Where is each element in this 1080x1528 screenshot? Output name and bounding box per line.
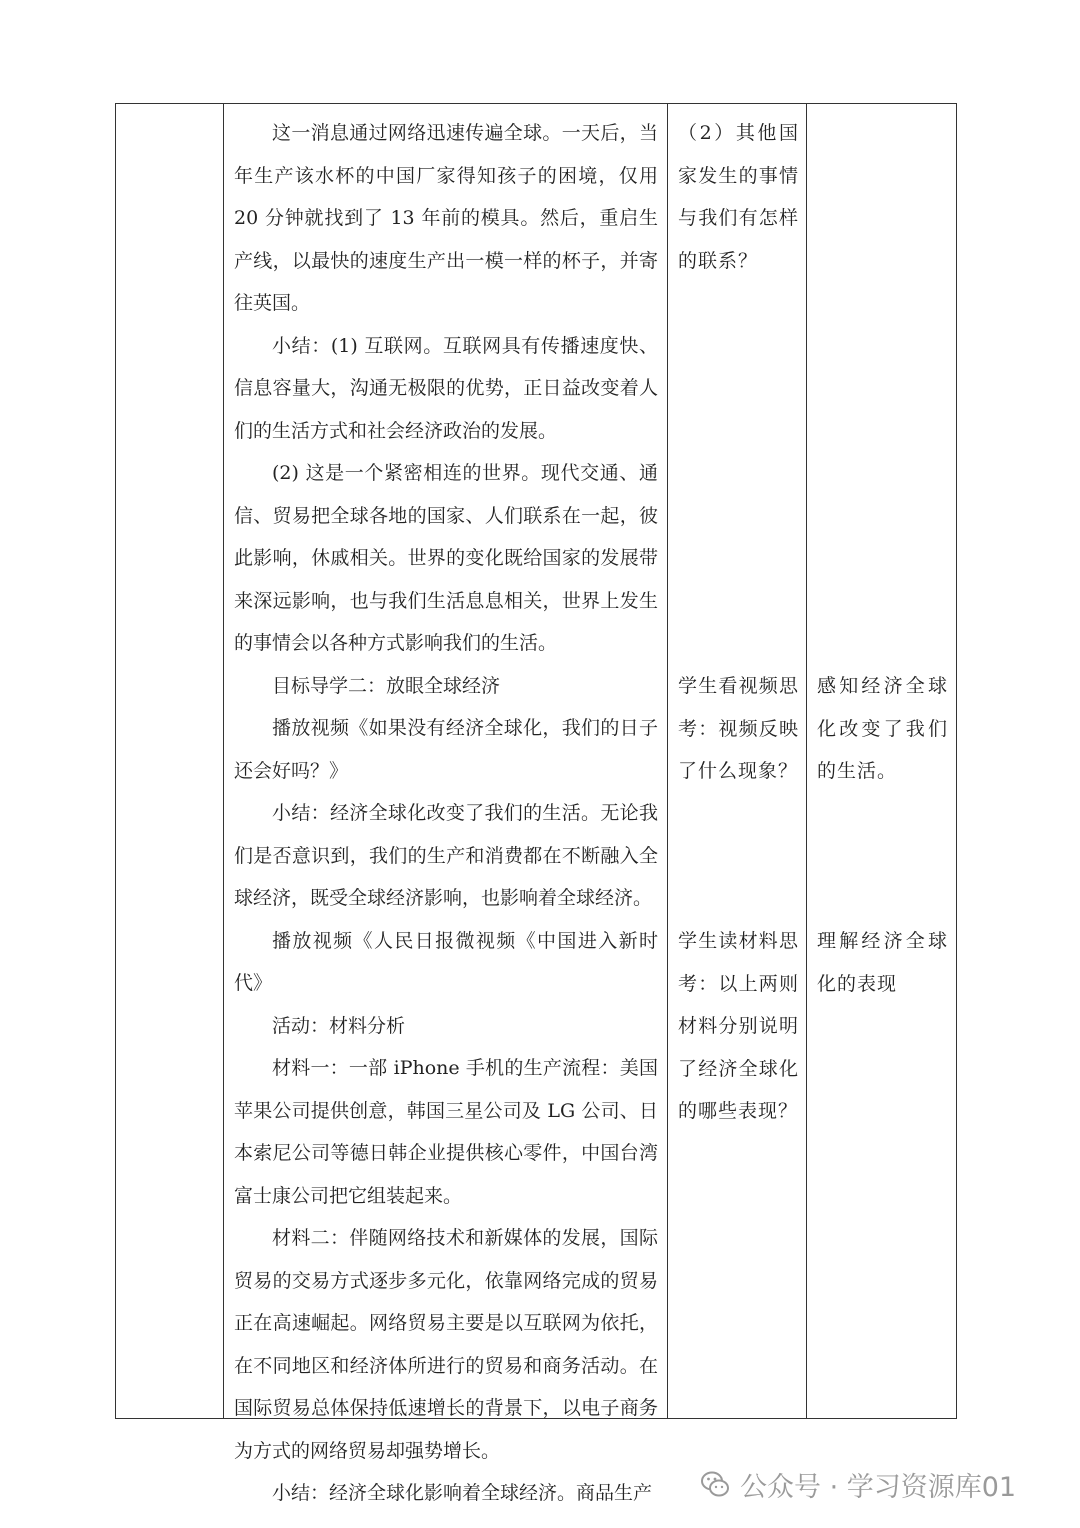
paragraph-video-two: 播放视频《人民日报微视频《中国进入新时代》 bbox=[234, 929, 658, 994]
activity-watch-video: 学生看视频思考：视频反映了什么现象？ bbox=[678, 675, 799, 782]
design-intent-column bbox=[807, 104, 956, 995]
paragraph-activity: 活动：材料分析 bbox=[272, 1014, 406, 1037]
column-divider bbox=[806, 104, 807, 1418]
paragraph-video-one: 播放视频《如果没有经济全球化，我们的日子还会好吗？》 bbox=[234, 717, 658, 782]
activity-read-materials: 学生读材料思考：以上两则材料分别说明了经济全球化的哪些表现？ bbox=[678, 930, 799, 1122]
wechat-icon bbox=[700, 1469, 730, 1499]
intent-perceive-globalization: 感知经济全球化改变了我们的生活。 bbox=[817, 675, 948, 782]
paragraph-connected-world: (2) 这是一个紧密相连的世界。现代交通、通信、贸易把全球各地的国家、人们联系在一起，彼此影响，休戚相关。世界的变化既给国家的发展带来深远影响，也与我们生活息息相关，世界上发生的事情会以各种方式影响我们的生活。 bbox=[234, 462, 658, 654]
paragraph-material-one: 材料一：一部 iPhone 手机的生产流程：美国苹果公司提供创意，韩国三星公司及 LG 公司、日本索尼公司等德日韩企业提供核心零件，中国台湾富士康公司把它组装起来。 bbox=[234, 1057, 658, 1207]
paragraph-summary-economy: 小结：经济全球化影响着全球经济。商品生产 bbox=[272, 1482, 653, 1504]
paragraph-summary-internet: 小结：(1) 互联网。互联网具有传播速度快、信息容量大，沟通无极限的优势，正日益改变着人们的生活方式和社会经济政治的发展。 bbox=[234, 334, 658, 442]
paragraph-news: 这一消息通过网络迅速传遍全球。一天后，当年生产该水杯的中国厂家得知孩子的困境，仅用 20 分钟就找到了 13 年前的模具。然后，重启生产线，以最快的速度生产出一模一样的杯子，并寄往英国。 bbox=[234, 122, 658, 314]
paragraph-summary-globalization: 小结：经济全球化改变了我们的生活。无论我们是否意识到，我们的生产和消费都在不断融入全球经济，既受全球经济影响，也影响着全球经济。 bbox=[234, 802, 658, 909]
watermark bbox=[700, 1462, 1016, 1506]
question-other-countries: （2）其他国家发生的事情与我们有怎样的联系？ bbox=[678, 122, 799, 272]
teaching-content-column bbox=[224, 104, 668, 1515]
paragraph-material-two: 材料二：伴随网络技术和新媒体的发展，国际贸易的交易方式逐步多元化，依靠网络完成的贸易正在高速崛起。网络贸易主要是以互联网为依托，在不同地区和经济体所进行的贸易和商务活动。在国际贸易总体保持低速增长的背景下，以电子商务为方式的网络贸易却强势增长。 bbox=[234, 1227, 658, 1462]
intent-understand-globalization: 理解经济全球化的表现 bbox=[817, 930, 948, 995]
watermark-text: 公众号 · 学习资源库01 bbox=[740, 1471, 1017, 1503]
section-heading-goal-two: 目标导学二：放眼全球经济 bbox=[272, 674, 501, 697]
student-activity-column bbox=[668, 104, 807, 1122]
